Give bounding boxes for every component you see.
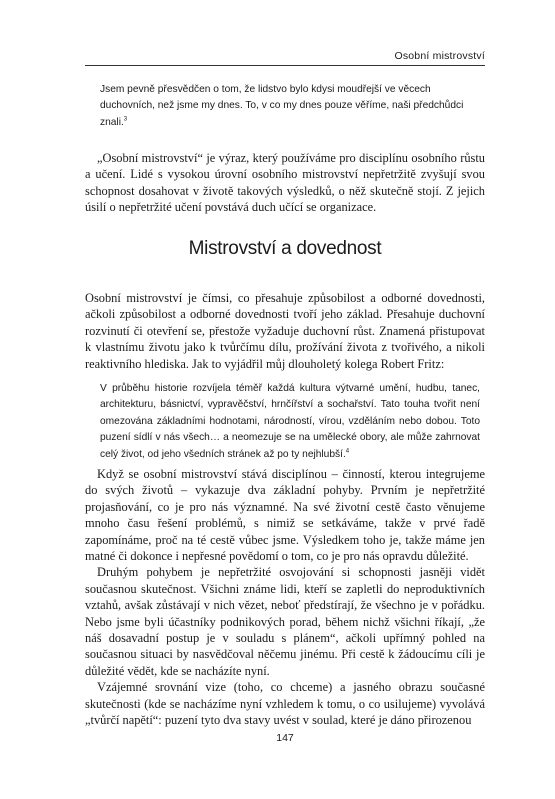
footnote-ref: 4 bbox=[345, 448, 350, 455]
running-header: Osobní mistrovství bbox=[394, 50, 485, 62]
section-paragraph-3: Druhým pohybem je nepřetržité osvojování si schopnosti jasněji vidět současnou skutečnost. Všichni známe lidi, kteří se zapletli do neproduktivních vztahů, avšak zůstávají v nich vězet, neboť předstírají, že všechno je v pořádku. Nebo jsme byli účastníky podnikových porad, během nichž všichni říkají, „že náš dosavadní postup je v souladu s plánem“, ačkoli upřímný pohled na současnou situaci by nasvědčoval něčemu jinému. Při cestě k žádoucímu cíli je důležité vědět, kde se nacházíte nyní. bbox=[85, 565, 485, 678]
intro-paragraph: „Osobní mistrovství“ je výraz, který používáme pro disciplínu osobního růstu a učení. Lidé s vysokou úrovní osobního mistrovství nepřetržitě zvyšují svou schopnost dosahovat v životě takových výsledků, o něž skutečně stojí. Z jejich úsilí o nepřetržité učení povstává duch učící se organizace. bbox=[85, 151, 485, 215]
page-number: 147 bbox=[276, 732, 294, 744]
block-quote-text: V průběhu historie rozvíjela téměř každá kultura výtvarné umění, hudbu, tanec, architekturu, básnictví, vypravěčství, hrnčířství a sochařství. Tato touha tvořit není omezována základními hodnotami, národností, vírou, vzděláním nebo dobou. Toto puzení sídlí v nás všech… a neomezuje se na umělecké obory, ale může zahrnovat celý život, od jeho všedních stránek až po ty nejhlubší. bbox=[100, 383, 480, 460]
section-title: Mistrovství a dovednost bbox=[188, 238, 382, 259]
block-quote bbox=[100, 381, 480, 463]
section-paragraph-4: Vzájemné srovnání vize (toho, co chceme) a jasného obrazu současné skutečnosti (kde se nacházíme nyní vzhledem k tomu, o co usilujeme) vyvolává „tvůrčí napětí“: puzení tyto dva stavy uvést v soulad, které je dáno přirozenou bbox=[85, 680, 485, 728]
header-rule bbox=[85, 65, 485, 66]
section-paragraph-2: Když se osobní mistrovství stává disciplínou – činností, kterou integrujeme do svých životů – vykazuje dva základní pohyby. Prvním je nepřetržité projasňování, co je pro nás významné. Na své životní cestě často věnujeme mnoho času řešení problémů, s nimiž se setkáváme, takže v prvé řadě zapomínáme, proč na té cestě vůbec jsme. Výsledkem toho je, takže máme jen matné či dokonce i nepřesné povědomí o tom, co je pro nás opravdu důležité. bbox=[85, 467, 485, 564]
epigraph-text: Jsem pevně přesvědčen o tom, že lidstvo bylo kdysi moudřejší ve věcech duchovních, než jsme my dnes. To, v co my dnes pouze věříme, naši předchůdci znali. bbox=[100, 84, 464, 128]
epigraph bbox=[100, 82, 472, 131]
section-paragraph-1: Osobní mistrovství je čímsi, co přesahuje způsobilost a odborné dovednosti, ačkoli způsobilost a odborné dovednosti tvoří jeho základ. Přesahuje duchovní rozvinutí či otevření se, přestože vyžaduje duchovní růst. Znamená přistupovat k vlastnímu životu jako k tvůrčímu dílu, prožívání života z tvořivého, a nikoli reaktivního hlediska. Jak to vyjádřil můj dlouholetý kolega Robert Fritz: bbox=[85, 291, 485, 371]
footnote-ref: 3 bbox=[123, 116, 128, 123]
section-body bbox=[85, 466, 485, 729]
